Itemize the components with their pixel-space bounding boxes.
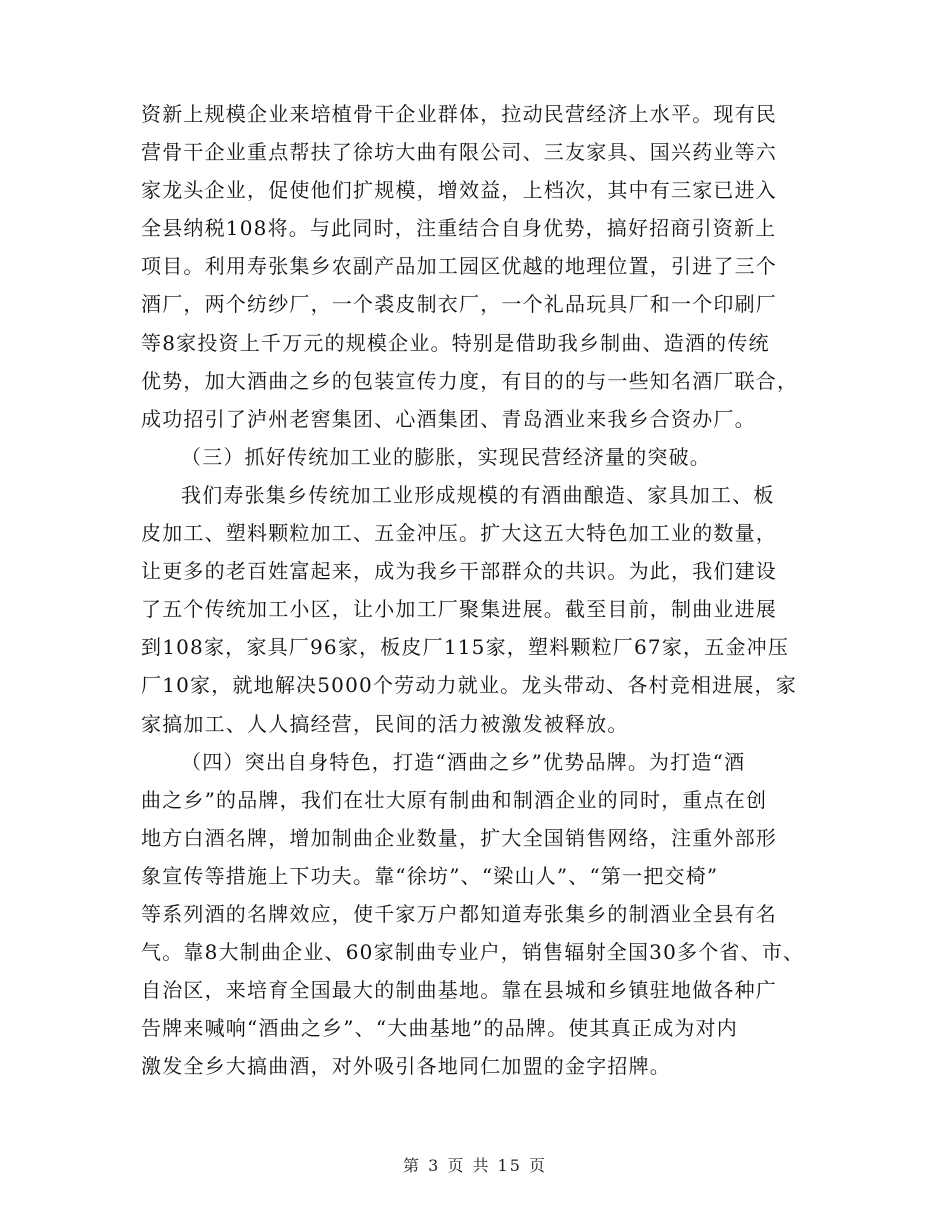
paragraph-start-line: 我们寿张集乡传统加工业形成规模的有酒曲酿造、家具加工、板: [181, 482, 775, 507]
page-number-footer: 第 3 页 共 15 页: [403, 1156, 547, 1175]
document-body: [141, 95, 821, 1085]
body-line: 厂10家，就地解决5000个劳动力就业。龙头带动、各村竞相进展，家: [141, 673, 797, 698]
body-line: 等系列酒的名牌效应，使千家万户都知道寿张集乡的制酒业全县有名: [141, 901, 777, 926]
body-line: 优势，加大酒曲之乡的包装宣传力度，有目的的与一些知名酒厂联合，: [141, 368, 799, 393]
body-line: 酒厂，两个纺纱厂，一个裘皮制衣厂，一个礼品玩具厂和一个印刷厂: [141, 292, 777, 317]
body-line: 成功招引了泸州老窖集团、心酒集团、青岛酒业来我乡合资办厂。: [141, 406, 756, 431]
body-line: 激发全乡大搞曲酒，对外吸引各地同仁加盟的金字招牌。: [141, 1054, 671, 1079]
body-line: 家龙头企业，促使他们扩规模，增效益，上档次，其中有三家已进入: [141, 178, 777, 203]
body-line: 曲之乡”的品牌，我们在壮大原有制曲和制酒企业的同时，重点在创: [141, 787, 768, 812]
body-line: 告牌来喊响“酒曲之乡”、“大曲基地”的品牌。使其真正成为对内: [141, 1016, 738, 1041]
body-line: 营骨干企业重点帮扶了徐坊大曲有限公司、三友家具、国兴药业等六: [141, 140, 777, 165]
body-line: 家搞加工、人人搞经营，民间的活力被激发被释放。: [141, 711, 629, 736]
body-line: 到108家，家具厂96家，板皮厂115家，塑料颗粒厂67家，五金冲压: [141, 635, 790, 660]
body-line: 皮加工、塑料颗粒加工、五金冲压。扩大这五大特色加工业的数量，: [141, 521, 777, 546]
section-heading-4: （四）突出自身特色，打造“酒曲之乡”优势品牌。为打造“酒: [181, 749, 746, 774]
body-line: 气。靠8大制曲企业、60家制曲专业户，销售辐射全国30多个省、市、: [141, 940, 805, 965]
body-line: 了五个传统加工小区，让小加工厂聚集进展。截至目前，制曲业进展: [141, 597, 777, 622]
body-line: 地方白酒名牌，增加制曲企业数量，扩大全国销售网络，注重外部形: [141, 825, 777, 850]
body-line: 项目。利用寿张集乡农副产品加工园区优越的地理位置，引进了三个: [141, 254, 777, 279]
body-line: 让更多的老百姓富起来，成为我乡干部群众的共识。为此，我们建设: [141, 559, 777, 584]
body-line: 等8家投资上千万元的规模企业。特别是借助我乡制曲、造酒的传统: [141, 330, 770, 355]
body-line: 资新上规模企业来培植骨干企业群体，拉动民营经济上水平。现有民: [141, 102, 777, 126]
body-line: 自治区，来培育全国最大的制曲基地。靠在县城和乡镇驻地做各种广: [141, 978, 777, 1003]
body-line: 象宣传等措施上下功夫。靠“徐坊”、“梁山人”、“第一把交椅”: [141, 863, 719, 888]
body-line: 全县纳税108将。与此同时，注重结合自身优势，搞好招商引资新上: [141, 216, 777, 241]
section-heading-3: （三）抓好传统加工业的膨胀，实现民营经济量的突破。: [181, 444, 711, 469]
